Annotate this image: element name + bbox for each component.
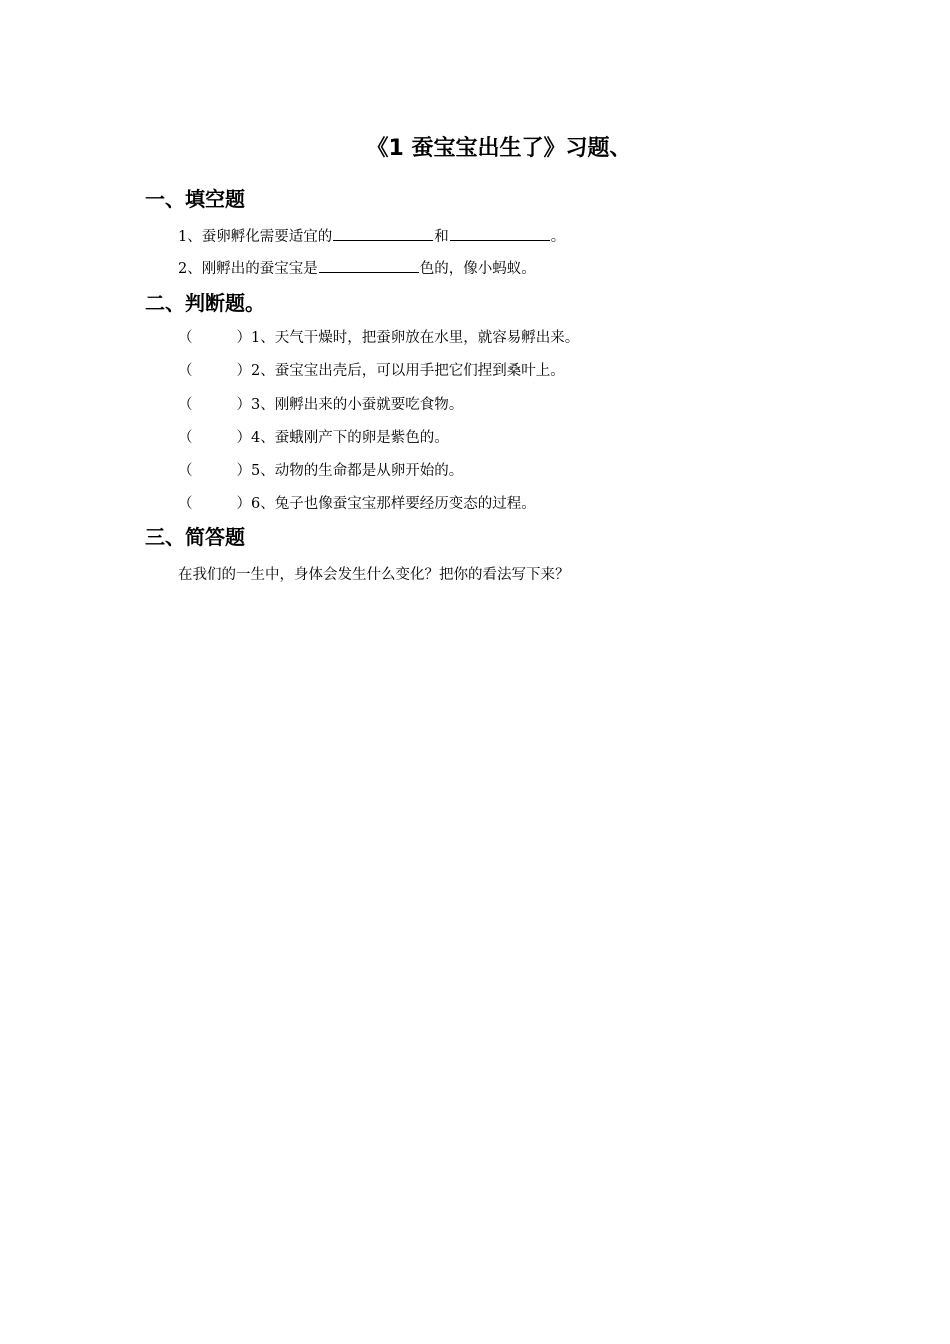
question-text: 2、刚孵出的蚕宝宝是 bbox=[178, 261, 318, 277]
short-answer-question-1 bbox=[178, 564, 570, 586]
true-false-question-3 bbox=[178, 394, 463, 416]
true-false-question-1 bbox=[178, 327, 579, 349]
answer-blank[interactable] bbox=[333, 226, 433, 241]
answer-paren-open: （ bbox=[178, 496, 193, 512]
question-text: 。 bbox=[550, 229, 566, 245]
answer-paren-close: ） bbox=[236, 496, 251, 512]
section-heading-short-answer: 三、简答题 bbox=[145, 525, 245, 549]
true-false-question-6 bbox=[178, 493, 536, 515]
answer-blank[interactable] bbox=[450, 226, 550, 241]
answer-paren-close: ） bbox=[236, 430, 251, 446]
section-heading-fill-in: 一、填空题 bbox=[145, 187, 245, 211]
question-text: 5、动物的生命都是从卵开始的。 bbox=[251, 463, 464, 479]
true-false-question-5 bbox=[178, 460, 463, 482]
question-text: 2、蚕宝宝出壳后，可以用手把它们捏到桑叶上。 bbox=[251, 363, 565, 379]
question-text: 1、蚕卵孵化需要适宜的 bbox=[178, 229, 333, 245]
answer-paren-open: （ bbox=[178, 463, 193, 479]
answer-paren-open: （ bbox=[178, 363, 193, 379]
page-title: 《1 蚕宝宝出生了》习题、 bbox=[366, 136, 632, 161]
question-text: 3、刚孵出来的小蚕就要吃食物。 bbox=[251, 397, 464, 413]
answer-blank[interactable] bbox=[319, 258, 419, 273]
true-false-question-2 bbox=[178, 360, 565, 382]
question-text: 4、蚕蛾刚产下的卵是紫色的。 bbox=[251, 430, 449, 446]
true-false-question-4 bbox=[178, 427, 449, 449]
fill-in-question-2 bbox=[178, 258, 536, 280]
answer-paren-close: ） bbox=[236, 330, 251, 346]
question-text: 6、兔子也像蚕宝宝那样要经历变态的过程。 bbox=[251, 496, 536, 512]
answer-paren-close: ） bbox=[236, 463, 251, 479]
question-text: 在我们的一生中，身体会发生什么变化？把你的看法写下来？ bbox=[178, 567, 570, 583]
answer-paren-close: ） bbox=[236, 363, 251, 379]
answer-paren-open: （ bbox=[178, 397, 193, 413]
question-text: 色的，像小蚂蚁。 bbox=[419, 261, 536, 277]
answer-paren-close: ） bbox=[236, 397, 251, 413]
answer-paren-open: （ bbox=[178, 330, 193, 346]
section-heading-true-false: 二、判断题。 bbox=[145, 291, 265, 315]
question-text: 和 bbox=[434, 229, 449, 245]
answer-paren-open: （ bbox=[178, 430, 193, 446]
question-text: 1、天气干燥时，把蚕卵放在水里，就容易孵出来。 bbox=[251, 330, 580, 346]
fill-in-question-1 bbox=[178, 226, 565, 248]
